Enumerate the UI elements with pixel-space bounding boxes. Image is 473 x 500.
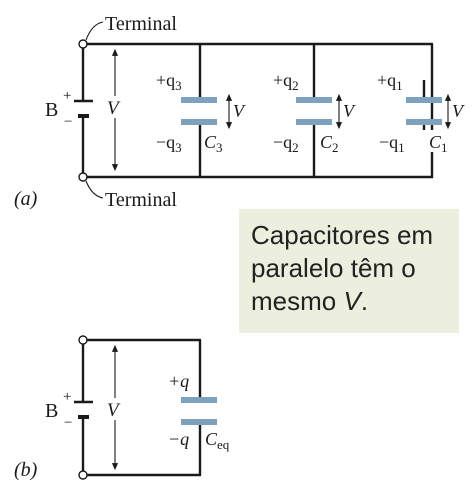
- battery-b-minus: −: [64, 415, 73, 431]
- capacitor-c2-top-plate: [296, 97, 332, 103]
- charge-minus-q1: $-q_1$: [379, 132, 405, 155]
- battery-b-label: B: [45, 400, 59, 422]
- capacitor-ceq: [181, 397, 217, 425]
- callout-text: [251, 219, 456, 318]
- terminal-leader-bottom: [86, 181, 103, 198]
- charge-minus-q3: $-q_3$: [156, 132, 182, 155]
- terminal-label-top: Terminal: [105, 13, 177, 35]
- battery-plus: +: [63, 88, 72, 104]
- capacitor-c3: [181, 44, 217, 177]
- voltage-label-c2: V: [343, 101, 354, 121]
- terminal-dot-bottom: [79, 173, 87, 181]
- terminal-leader-top: [86, 22, 103, 40]
- capacitance-c2: $C_2$: [320, 132, 339, 155]
- callout-line-3: mesmo V.: [251, 286, 369, 316]
- callout-line-1: Capacitores em: [251, 220, 434, 250]
- charge-plus-q1: $+q_1$: [377, 70, 403, 93]
- charge-plus-q3: $+q_3$: [156, 70, 182, 93]
- battery-a: [74, 101, 93, 116]
- capacitance-c3: $C_3$: [204, 132, 223, 155]
- capacitor-c2-bottom-plate: [296, 119, 332, 125]
- capacitance-c1: $C_1$: [429, 132, 448, 155]
- capacitance-ceq: $C_{eq}$: [205, 429, 230, 452]
- capacitor-c1-bottom-plate: [406, 119, 442, 125]
- panel-b-label: (b): [14, 459, 38, 481]
- capacitor-ceq-top-plate: [181, 397, 217, 403]
- terminal-dot-top: [79, 40, 87, 48]
- charge-minus-q: −q: [168, 429, 190, 449]
- charge-minus-q2: $-q_2$: [273, 132, 299, 155]
- charge-plus-q2: $+q_2$: [273, 70, 299, 93]
- voltage-label-c1: V: [452, 101, 463, 121]
- battery-label: B: [45, 99, 59, 121]
- capacitor-ceq-bottom-plate: [181, 419, 217, 425]
- b-terminal-dot-bottom: [79, 471, 87, 479]
- voltage-label-b: V: [107, 400, 119, 421]
- callout-box: [239, 209, 459, 333]
- capacitor-c1-top-plate: [406, 97, 442, 103]
- battery-b: [74, 402, 93, 417]
- voltage-label-a: V: [107, 98, 119, 119]
- charge-plus-q: +q: [168, 371, 190, 391]
- capacitor-c3-bottom-plate: [181, 119, 217, 125]
- b-terminal-dot-top: [79, 336, 87, 344]
- capacitor-c2: [296, 44, 332, 177]
- panel-b: [14, 336, 230, 481]
- panel-a-label: (a): [14, 188, 38, 210]
- panel-a: [14, 13, 465, 211]
- terminal-label-bottom: Terminal: [105, 189, 177, 211]
- battery-minus: −: [64, 114, 73, 130]
- capacitor-c3-top-plate: [181, 97, 217, 103]
- voltage-label-c3: V: [233, 101, 244, 121]
- callout-line-2: paralelo têm o: [251, 253, 416, 283]
- battery-b-plus: +: [63, 389, 72, 405]
